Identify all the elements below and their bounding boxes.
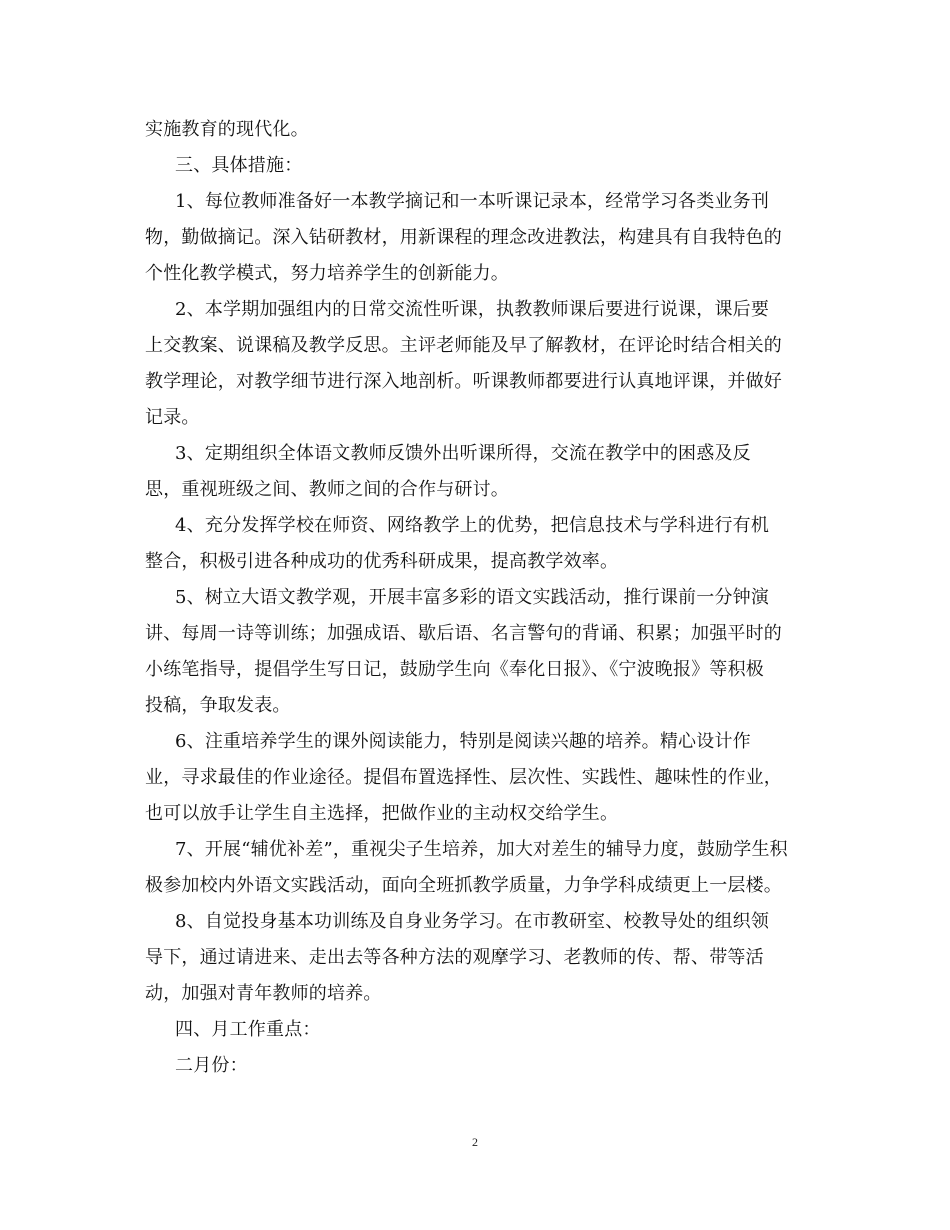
text-line: 6、注重培养学生的课外阅读能力，特别是阅读兴趣的培养。精心设计作 xyxy=(175,731,751,752)
text-line: 7、开展“辅优补差”，重视尖子生培养，加大对差生的辅导力度，鼓励学生积 xyxy=(175,839,788,860)
text-line: 1、每位教师准备好一本教学摘记和一本听课记录本，经常学习各类业务刊 xyxy=(175,191,770,212)
text-line: 记录。 xyxy=(145,407,200,428)
text-line: 教学理论，对教学细节进行深入地剖析。听课教师都要进行认真地评课，并做好 xyxy=(145,371,782,392)
text-line: 3、定期组织全体语文教师反馈外出听课所得，交流在教学中的困惑及反 xyxy=(175,443,751,464)
document-body xyxy=(145,112,805,1084)
section-heading: 四、月工作重点： xyxy=(175,1019,321,1040)
subsection-heading: 二月份： xyxy=(175,1055,248,1076)
text-line: 投稿，争取发表。 xyxy=(145,695,291,716)
text-line: 8、自觉投身基本功训练及自身业务学习。在市教研室、校教导处的组织领 xyxy=(175,911,770,932)
text-line: 物，勤做摘记。深入钻研教材，用新课程的理念改进教法，构建具有自我特色的 xyxy=(145,227,782,248)
text-line: 也可以放手让学生自主选择，把做作业的主动权交给学生。 xyxy=(145,803,619,824)
text-line: 小练笔指导，提倡学生写日记，鼓励学生向《奉化日报》、《宁波晚报》等积极 xyxy=(145,659,764,680)
text-line: 讲、每周一诗等训练；加强成语、歇后语、名言警句的背诵、积累；加强平时的 xyxy=(145,623,782,644)
text-line: 4、充分发挥学校在师资、网络教学上的优势，把信息技术与学科进行有机 xyxy=(175,515,770,536)
text-line: 思，重视班级之间、教师之间的合作与研讨。 xyxy=(145,479,509,500)
page-number: 2 xyxy=(472,1135,478,1149)
text-line: 极参加校内外语文实践活动，面向全班抓教学质量，力争学科成绩更上一层楼。 xyxy=(145,875,782,896)
text-line: 上交教案、说课稿及教学反思。主评老师能及早了解教材，在评论时结合相关的 xyxy=(145,335,782,356)
text-line: 整合，积极引进各种成功的优秀科研成果，提高教学效率。 xyxy=(145,551,619,572)
text-line: 2、本学期加强组内的日常交流性听课，执教教师课后要进行说课，课后要 xyxy=(175,299,770,320)
text-line: 动，加强对青年教师的培养。 xyxy=(145,983,382,1004)
text-line: 个性化教学模式，努力培养学生的创新能力。 xyxy=(145,263,509,284)
text-line: 5、树立大语文教学观，开展丰富多彩的语文实践活动，推行课前一分钟演 xyxy=(175,587,770,608)
text-line: 实施教育的现代化。 xyxy=(145,119,309,140)
text-line: 业，寻求最佳的作业途径。提倡布置选择性、层次性、实践性、趣味性的作业， xyxy=(145,767,782,788)
section-heading: 三、具体措施： xyxy=(175,155,303,176)
text-line: 导下，通过请进来、走出去等各种方法的观摩学习、老教师的传、帮、带等活 xyxy=(145,947,764,968)
